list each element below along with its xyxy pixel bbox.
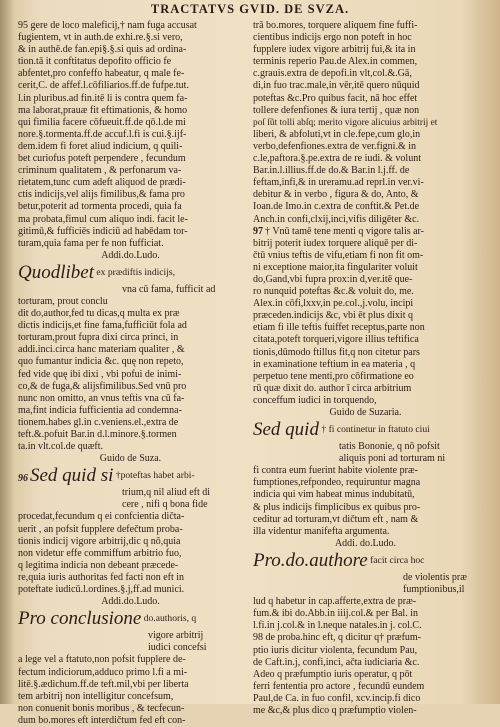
section-heading-pro-conclusione [18,608,243,630]
text-line: tionem.habes gl.in c.veniens.el.,extra de [18,416,179,428]
text-line: ma probata,fimul cum aliquo indi. facit le- [18,213,188,225]
text-line: procedat,fecundum q ei confcientia dičta- [18,511,185,523]
text-line: fum.& ibi do.Abb.in iiij.col.& per Bal. in [253,608,418,620]
text-line: c.grauis.extra de depofi.in vlt,col.&.Gā, [253,68,412,80]
text-line: ctis indicijs,vel alijs fimilibus,& fama pro [18,189,185,201]
text-line: de Caft.in.j, confi,inci, ačta iudiciaria &c. [253,656,420,668]
heading-word: Sed quid [253,419,319,441]
right-block-4 [253,572,478,717]
section-heading-sed-quid [253,419,478,441]
text-line: conceffum iudici in torquendo, [253,394,377,406]
addition-attribution: Addi.do.Ludo. [101,596,160,608]
text-line: trā bo.mores, torquere aliquem fine fuffi- [253,20,418,31]
text-line: tionis,dūmodo ftillus fit,q non citetur pars [253,346,420,358]
text-line: ceditur ad torturam,vt dičtum eft , nam & [253,513,419,525]
text-line: indicia qui vim habeat minus indubitatū, [253,489,415,501]
text-line: ma,fint indicia fufficientia ad condemna- [18,404,182,416]
text-line: fi contra eum fuerint habite violente præ- [253,465,418,477]
text-line: ptio iuris dicitur violenta, fecundum Pau, [253,644,418,656]
text-line: fed vide quę ibi dixi , vbi pofui de inimi- [18,368,182,380]
text-line: addi.inci.circa hanc materiam qualiter , & [18,344,185,356]
left-column [18,20,243,726]
text-line: in examinatione teftium in ea materia , q [253,358,416,370]
running-header: TRACTATVS GVID. DE SVZA. [150,2,350,16]
text-line: quo fumantur indicia &c. quę non repeto, [18,356,184,368]
text-line: vna cū fama, fufficit ad [122,283,216,295]
text-line: fumptiones,refpondeo, requiruntur magna [253,477,421,489]
text-line: non videtur effe commiffum arbitrio fuo, [18,547,182,559]
text-line: rietatem,tunc cum adeft aliquod de prædi- [18,177,186,189]
text-line: trium,q nil aliud eft di [122,487,211,499]
text-line: Alex.in cōfi,lxxv,in pe.col.,j.volu, incipi [253,298,414,310]
text-line: fupplere iudex vigore arbitrij fui,& ita in [253,44,416,56]
text-line: l.in pluribus.ad fin.itē li is contra quem fa- [18,92,188,104]
text-line: fugientem, vt in auth.de exhi.re.§.si vero, [18,32,183,44]
right-block-3 [253,441,478,538]
text-line: verbo,defenfiones.extra de ver.figni.& in [253,140,416,152]
addition-attribution: Addi.do.Ludo. [101,249,160,261]
text-line: debitur & in verbo , figura & do, Anto, & [253,189,419,201]
text-line: illa videntur manifefta argumenta. [253,525,390,537]
text-line: ro nunquid poteftas &c.& voluit do, me. [253,286,414,298]
text-line: rū quæ dixit do. author ī circa arbitrium [253,382,412,394]
right-block-1 [253,20,478,226]
author-attribution: Guido de Suza. [99,453,162,465]
text-line: poteftate iudicū.l.ordines.§.j,ff.ad munici. [18,584,185,596]
text-line: terminis reperio Pau.de Alex.in commen, [253,56,418,68]
text-line: tion.tā it conftitatus depofito officio fe [18,56,172,68]
text-line: betur,poterit ad tormenta procedi, quia fa [18,201,182,213]
text-line: Bar.in.l.illius.ff.de do.& Bar.in l.j.ff. de [253,165,410,177]
text-line: q legitima indicia non debeant præcede- [18,559,179,571]
text-line: ferri fententia pro actore , fecundū eundem [253,680,425,692]
text-line: etiam fi ille teftis fuiffet receptus,parte non [253,322,425,334]
text-line: citata,poteft torqueri,vigore illius teftifica [253,334,419,346]
text-line: perpetuo tene menti,pro cōfirmatione eo [253,370,414,382]
section-heading-quodlibet [18,262,243,284]
text-line: Anch.in confi,clxij,inci,vifis diligēter &c. [253,213,420,225]
paragraph-number: 96 [18,473,28,485]
text-line: 95 gere de loco maleficij,† nam fuga accusat [18,20,197,31]
text-line: l.fi.in j.col.& in l.neque natales.in j. col.C. [253,620,422,632]
text-line: tem arbitrij non intelligitur concefsum, [18,690,174,702]
right-block-2 [253,238,478,407]
text-line: feftam,infi,& in ureramu.ad reprl.in ver.vi- [253,177,424,189]
text-line: a lege vel a ftatuto,non pofsit fupplere de- [18,654,186,666]
text-line: ni exceptione maior,ita fingulariter voluit [253,261,418,273]
paragraph-97-first-line [253,226,478,238]
text-line: non conuenit bonis moribus , & tecfecun- [18,702,185,714]
text-line: Paul,de Ca. in fuo confil, xcv.incip.fi dico [253,692,421,704]
text-line: iudici concefsi [148,642,207,654]
text-line: tionis indicij vigore arbitrij,dic q nō,quia [18,535,181,547]
text-line: abfentet,pro confeffo habeatur, q male fe- [18,68,185,80]
heading-continuation: †poteftas habet arbi- [113,470,195,482]
text-line: gitimū,& fufficiēs indiciū ad habēdam tor- [18,225,188,237]
text-line: fectum indiciorum,adduco primo l.fi a mi- [18,666,188,678]
gutter-shadow [0,0,14,704]
heading-word: Pro conclusione [18,608,142,630]
text-line: do,Gand,vbi fupra prox:in d,ver.itē que- [253,273,413,285]
text-line: bet curiofus poteft perpendere , fecundum [18,153,186,165]
section-heading-sed-quid-si [18,465,243,487]
text-line: vigore arbitrij [148,630,204,642]
text-line: & in authē.de fan.epi§.§.si quis ad ordina- [18,44,187,56]
right-column [253,20,478,716]
text-line: re,quia iuris authoritas fed facti non eft in [18,571,185,583]
text-line: cerit,C. de affef.l.cōfiliarios.ff.de fufpe.tut. [18,80,189,92]
text-line: fumptionibus,il [403,584,465,596]
left-block-4 [18,630,243,727]
text-line: dem.idem fi foret aliud indicium, q quili- [18,140,183,152]
text-line: dictis indicijs,et fine fama,fufficiūt fola ad [18,320,187,332]
text-line: torturam,prout fupra dixi circa princi, in [18,332,179,344]
addition-attribution: Addi. do.Ludo. [334,537,397,549]
heading-word: Sed quid si [30,465,114,487]
text-line: cere , nifi q bona fide [122,499,208,511]
text-line: & plus indicijs fimplicibus ex quibus pro- [253,501,421,513]
text-line: nunc non omitto, an vnus teftis vna cū fa- [18,392,185,404]
text-line: c.le,paftora.§.pe.extra de re iudi. & volunt [253,153,421,165]
heading-continuation: † fi continetur in ftatuto ciui [318,424,430,436]
text-line: qui fimilia facere cōfueuit.ff.de qō.l.de mi [18,116,186,128]
heading-continuation: facit circa hoc [367,554,425,566]
text-line: ma laborat,prauæ fit eftimationis, & homo [18,104,188,116]
text-line: criminum qualitatem , & perfonarum va- [18,165,182,177]
text-line: aliquis poni ad torturam ni [339,453,446,465]
text-line: liberi, & abfoluti,vt in cle.fepe,cum glo,in [253,128,421,140]
text-line: uerit , an pofsit fupplere defečtum proba- [18,523,183,535]
author-attribution: Guido de Suzaria. [329,407,402,418]
text-line: turam,quia fama per fe non fufficiat. [18,237,164,249]
text-line: Adeo q præfumptio iuris operatur, q pōt [253,668,413,680]
text-line: Ioan.de Imo.in c.extra de conftit.& Pet.de [253,201,420,213]
text-line: † Vnū tamē tene menti q vigore talis ar- [265,225,425,237]
heading-word: Quodlibet [18,261,94,283]
left-block-2 [18,284,243,453]
heading-continuation: do.authoris, q [141,613,197,625]
paragraph-number: 97 [253,225,263,237]
left-block-3 [18,487,243,596]
text-line: nore.§.tormenta.ff.de accuf.l.fi is cui.§.ijf- [18,128,187,140]
text-line: litē.§.ædichum.ff.de teft.mil,vbi per liberta [18,678,189,690]
text-line: dit do,author,fed tu dicas,q multa ex præ [18,308,180,320]
text-line: torturam, prout conclu [18,295,108,307]
text-line: præceden.indicijs &c, vbi ēt plus dixit q [253,310,413,322]
text-line: di,in fuo trac.male,in vēr,itē quero nūquid [253,80,420,92]
text-line: čtū vnius teftis de vifu,etiam fi non fit om- [253,249,424,261]
section-heading-pro-do-authore [253,550,478,572]
text-line: 98 de proba.hinc eft, q dicitur q† præfum- [253,632,422,644]
text-line: de violentis præ [403,571,467,583]
text-line: lud q habetur in cap.afferte,extra de præ- [253,596,417,608]
text-line: poſ ſũt tolli abſq; merito vigore alicuius arbitrij et [253,117,438,128]
text-line: tollere defenfiones & iura tertij , quæ non [253,104,420,116]
heading-word: Pro.do.authore [253,549,368,571]
text-line: poteftas &c.Pro quibus facit, nā hoc effet [253,92,418,104]
text-line: tatis Bononie, q nō pofsit [339,441,440,453]
text-line: dum bo.mores eft interdičtum fed eft con- [18,714,186,726]
heading-continuation: ex prædiftis indicijs, [94,266,176,278]
text-line: ta.in vlt.col.de quæft. [18,441,103,453]
text-line: me &c,& plus dico q præfumptio violen- [253,704,417,716]
text-line: cientibus indicijs ergo non poteft in hoc [253,32,412,44]
left-block-1 [18,20,243,250]
text-line: co,& de fuga,& alijsfimilibus.Sed vnū pro [18,380,187,392]
text-line: teft.&.pofuit Bar.in d.l.minore.§.tormen [18,429,177,440]
text-line: bitrij poterit iudex torquere aliquē per di- [253,237,418,249]
